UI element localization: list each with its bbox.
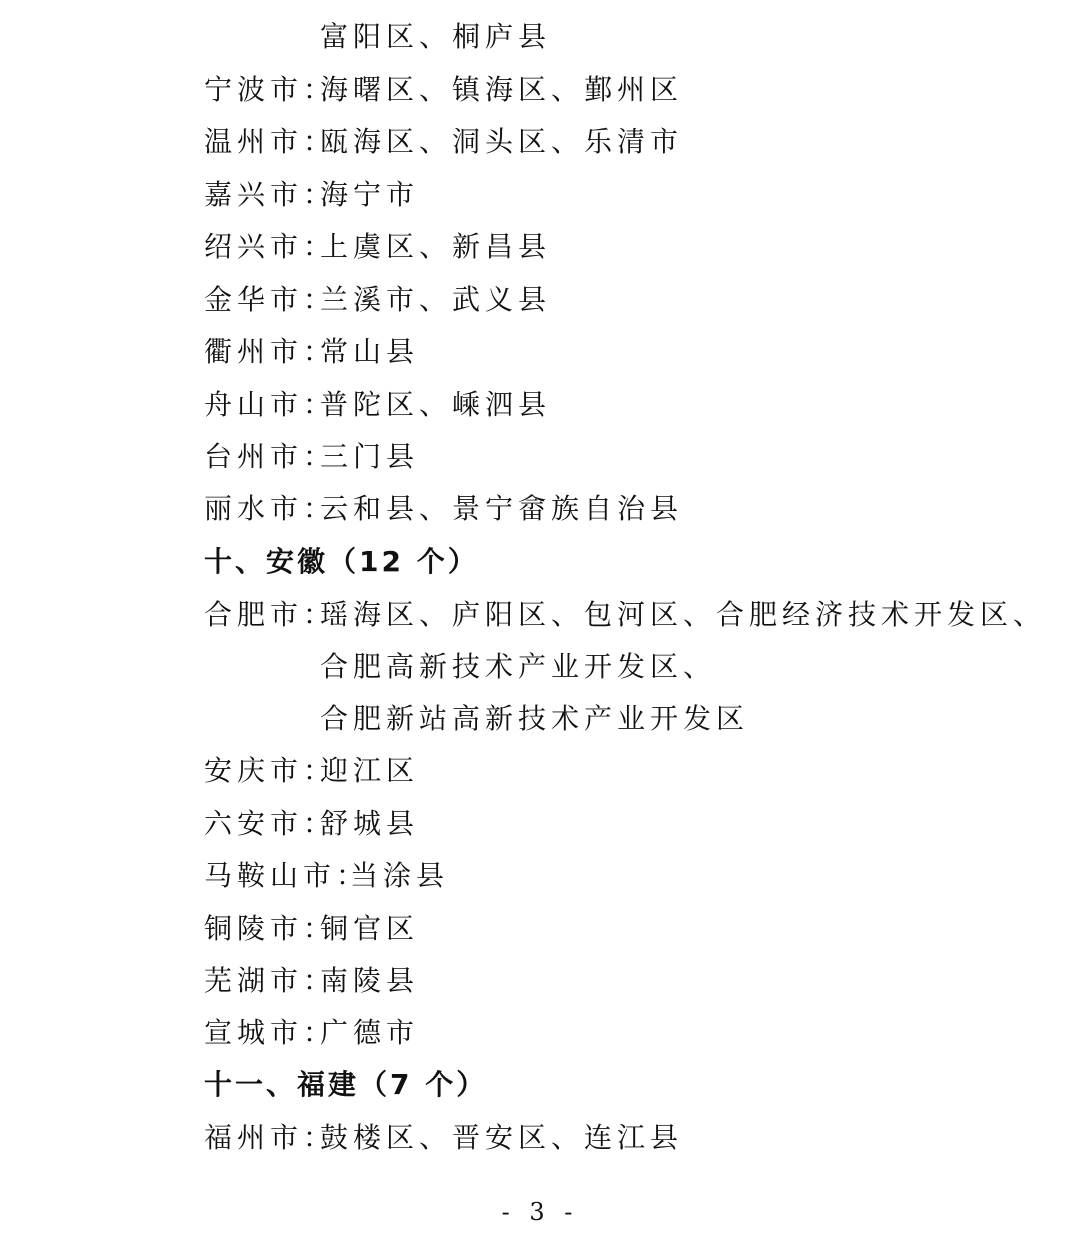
city-label: 衢州市：	[204, 335, 337, 368]
district-list: 舒城县	[320, 807, 420, 840]
district-list: 上虞区、新昌县	[320, 230, 552, 263]
city-label: 温州市：	[204, 125, 337, 158]
city-label: 嘉兴市：	[204, 178, 337, 211]
district-list: 云和县、景宁畲族自治县	[320, 492, 684, 525]
district-list: 迎江区	[320, 754, 420, 787]
section-heading-anhui: 十、安徽（12 个）	[204, 545, 479, 578]
district-list: 南陵县	[320, 964, 420, 997]
city-label: 丽水市：	[204, 492, 337, 525]
city-label: 舟山市：	[204, 388, 337, 421]
district-list: 富阳区、桐庐县	[320, 20, 552, 53]
district-list: 常山县	[320, 335, 420, 368]
district-list: 瓯海区、洞头区、乐清市	[320, 125, 684, 158]
city-label: 宣城市：	[204, 1016, 337, 1049]
district-list: 合肥高新技术产业开发区、	[320, 650, 717, 683]
district-list: 三门县	[320, 440, 420, 473]
district-list: 普陀区、嵊泗县	[320, 388, 552, 421]
city-label: 福州市：	[204, 1121, 337, 1154]
district-list: 广德市	[320, 1016, 420, 1049]
district-list: 海宁市	[320, 178, 420, 211]
section-heading-fujian: 十一、福建（7 个）	[204, 1068, 488, 1101]
district-list: 合肥新站高新技术产业开发区	[320, 702, 750, 735]
district-list: 瑶海区、庐阳区、包河区、合肥经济技术开发区、	[320, 598, 1047, 631]
page-number: - 3 -	[501, 1198, 579, 1226]
city-label: 芜湖市：	[204, 964, 337, 997]
city-label: 安庆市：	[204, 754, 337, 787]
city-label: 合肥市：	[204, 598, 337, 631]
district-list: 鼓楼区、晋安区、连江县	[320, 1121, 684, 1154]
city-label: 铜陵市：	[204, 912, 337, 945]
district-list: 当涂县	[350, 859, 450, 892]
district-list: 兰溪市、武义县	[320, 283, 552, 316]
city-label: 绍兴市：	[204, 230, 337, 263]
city-label: 马鞍山市：	[204, 859, 370, 892]
city-label: 六安市：	[204, 807, 337, 840]
city-label: 台州市：	[204, 440, 337, 473]
district-list: 海曙区、镇海区、鄞州区	[320, 73, 684, 106]
district-list: 铜官区	[320, 912, 420, 945]
city-label: 金华市：	[204, 283, 337, 316]
city-label: 宁波市：	[204, 73, 337, 106]
